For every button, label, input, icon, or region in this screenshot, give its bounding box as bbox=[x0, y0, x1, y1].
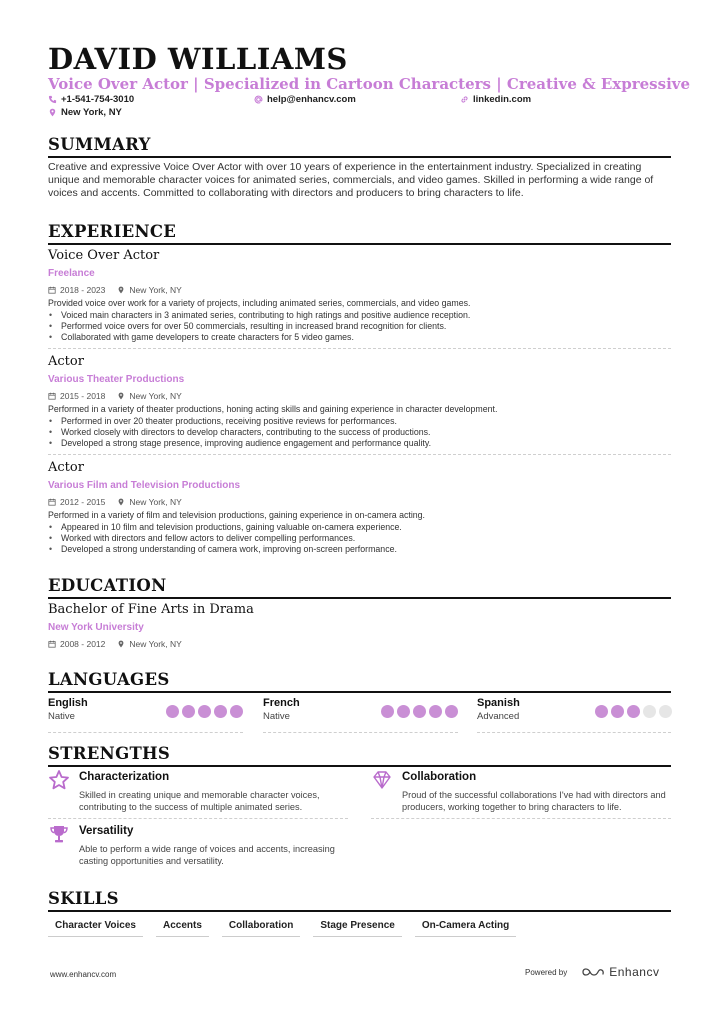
experience-heading: EXPERIENCE bbox=[48, 222, 671, 245]
at-icon bbox=[254, 95, 263, 104]
job-dates: 2015 - 2018 bbox=[48, 391, 105, 401]
rating-dot-filled bbox=[182, 705, 195, 718]
rating-dot-filled bbox=[627, 705, 640, 718]
strength-description: Able to perform a wide range of voices and accents, increasing casting opportunities and versatility. bbox=[79, 844, 335, 866]
divider bbox=[263, 732, 458, 733]
skill-tag: On-Camera Acting bbox=[415, 918, 516, 937]
language-level: Advanced bbox=[477, 711, 520, 722]
job-location: New York, NY bbox=[117, 285, 181, 295]
experience-entry bbox=[48, 248, 671, 342]
job-description: Performed in a variety of film and television productions, gaining experience in on-camera acting. bbox=[48, 510, 425, 520]
job-company: Freelance bbox=[48, 268, 95, 279]
strength-item bbox=[48, 823, 348, 869]
education-heading: EDUCATION bbox=[48, 576, 671, 599]
rating-dot-filled bbox=[381, 705, 394, 718]
job-company: Various Theater Productions bbox=[48, 374, 185, 385]
job-dates: 2018 - 2023 bbox=[48, 285, 105, 295]
job-bullet: • Developed a strong understanding of camera work, improving on-screen performance. bbox=[48, 544, 671, 555]
candidate-tagline: Voice Over Actor | Specialized in Cartoon Characters | Creative & Expressive bbox=[48, 75, 691, 93]
location-pin-icon bbox=[117, 498, 125, 506]
job-bullet: • Performed voice overs for over 50 commercials, resulting in increased brand recognition for clients. bbox=[48, 321, 671, 332]
rating-dot-filled bbox=[397, 705, 410, 718]
language-item bbox=[263, 697, 458, 727]
language-item bbox=[48, 697, 243, 727]
strength-description: Proud of the successful collaborations I've had with directors and producers, working together to bring characters to life. bbox=[402, 790, 666, 812]
location-pin-icon bbox=[117, 640, 125, 648]
skill-tag: Accents bbox=[156, 918, 209, 937]
phone-icon bbox=[48, 95, 57, 104]
language-name: Spanish bbox=[477, 697, 520, 709]
brand-logo[interactable] bbox=[581, 965, 659, 979]
rating-dot-filled bbox=[611, 705, 624, 718]
degree-title: Bachelor of Fine Arts in Drama bbox=[48, 602, 254, 617]
divider bbox=[48, 454, 671, 455]
languages-heading: LANGUAGES bbox=[48, 670, 671, 693]
education-entry bbox=[48, 602, 671, 650]
strength-description: Skilled in creating unique and memorable character voices, contributing to the success of multiple animated series. bbox=[79, 790, 320, 812]
job-company: Various Film and Television Productions bbox=[48, 480, 241, 491]
language-name: English bbox=[48, 697, 88, 709]
education-location: New York, NY bbox=[117, 639, 181, 649]
diamond-icon bbox=[371, 769, 393, 791]
email-text[interactable]: help@enhancv.com bbox=[267, 94, 356, 105]
skill-tag: Character Voices bbox=[48, 918, 143, 937]
rating-dot-filled bbox=[595, 705, 608, 718]
school-name: New York University bbox=[48, 622, 144, 633]
link-icon bbox=[460, 95, 469, 104]
experience-entry bbox=[48, 460, 671, 554]
phone-text: +1-541-754-3010 bbox=[61, 94, 135, 105]
candidate-name: DAVID WILLIAMS bbox=[48, 42, 348, 76]
location-pin-icon bbox=[48, 108, 57, 117]
experience-entry bbox=[48, 354, 671, 448]
rating-dot-filled bbox=[214, 705, 227, 718]
rating-dot-filled bbox=[429, 705, 442, 718]
job-bullet: • Voiced main characters in 3 animated series, contributing to high ratings and positive audience reception. bbox=[48, 310, 671, 321]
rating-dot-filled bbox=[230, 705, 243, 718]
job-dates: 2012 - 2015 bbox=[48, 497, 105, 507]
job-location: New York, NY bbox=[117, 391, 181, 401]
rating-dot-filled bbox=[413, 705, 426, 718]
calendar-icon bbox=[48, 498, 56, 506]
language-name: French bbox=[263, 697, 300, 709]
job-bullet: • Developed a strong stage presence, improving audience engagement and performance quality. bbox=[48, 438, 671, 449]
language-level: Native bbox=[263, 711, 290, 722]
location-text: New York, NY bbox=[61, 107, 122, 118]
language-rating bbox=[381, 705, 458, 718]
calendar-icon bbox=[48, 640, 56, 648]
contact-linkedin[interactable] bbox=[460, 94, 531, 105]
divider bbox=[371, 818, 671, 819]
footer-website[interactable]: www.enhancv.com bbox=[50, 970, 117, 979]
skills-list bbox=[48, 918, 516, 937]
job-bullet: • Worked closely with directors to develop characters, contributing to the success of productions. bbox=[48, 427, 671, 438]
powered-by-label: Powered by bbox=[525, 967, 568, 977]
calendar-icon bbox=[48, 286, 56, 294]
contact-email[interactable] bbox=[254, 94, 356, 105]
strength-item bbox=[48, 769, 348, 815]
language-rating bbox=[595, 705, 672, 718]
education-dates: 2008 - 2012 bbox=[48, 639, 105, 649]
strengths-heading: STRENGTHS bbox=[48, 744, 671, 767]
job-bullets bbox=[48, 416, 671, 448]
linkedin-text[interactable]: linkedin.com bbox=[473, 94, 532, 105]
location-pin-icon bbox=[117, 392, 125, 400]
job-title: Voice Over Actor bbox=[48, 248, 160, 263]
job-bullets bbox=[48, 522, 671, 554]
job-location: New York, NY bbox=[117, 497, 181, 507]
divider bbox=[48, 732, 243, 733]
divider bbox=[48, 348, 671, 349]
language-level: Native bbox=[48, 711, 75, 722]
divider bbox=[48, 818, 348, 819]
rating-dot-empty bbox=[659, 705, 672, 718]
job-title: Actor bbox=[48, 354, 84, 369]
skill-tag: Collaboration bbox=[222, 918, 300, 937]
strength-title: Characterization bbox=[79, 771, 170, 783]
strength-title: Collaboration bbox=[402, 771, 477, 783]
summary-text: Creative and expressive Voice Over Actor with over 10 years of experience in the entertainment industry. Specialized in creating unique and memorable character voices for animated series, commercials, and video games. Skilled in performing a wide range of voices and accents. Committed to collaborating with directors and producers to bring characters to life. bbox=[48, 161, 654, 199]
enhancv-logo-icon bbox=[581, 966, 605, 978]
calendar-icon bbox=[48, 392, 56, 400]
job-bullet: • Collaborated with game developers to create characters for 5 video games. bbox=[48, 332, 671, 343]
language-item bbox=[477, 697, 672, 727]
skills-heading: SKILLS bbox=[48, 889, 671, 912]
brand-name: Enhancv bbox=[609, 965, 660, 979]
job-bullets bbox=[48, 310, 671, 342]
contact-phone bbox=[48, 94, 134, 105]
job-title: Actor bbox=[48, 460, 84, 475]
contact-location bbox=[48, 107, 122, 118]
strength-item bbox=[371, 769, 671, 815]
rating-dot-filled bbox=[198, 705, 211, 718]
language-rating bbox=[166, 705, 243, 718]
job-description: Provided voice over work for a variety of projects, including animated series, commercials, and video games. bbox=[48, 298, 471, 308]
job-bullet: • Worked with directors and fellow actors to deliver compelling performances. bbox=[48, 533, 671, 544]
summary-heading: SUMMARY bbox=[48, 135, 671, 158]
job-bullet: • Performed in over 20 theater productions, receiving positive reviews for performances. bbox=[48, 416, 671, 427]
location-pin-icon bbox=[117, 286, 125, 294]
star-icon bbox=[48, 769, 70, 791]
divider bbox=[477, 732, 671, 733]
job-bullet: • Appeared in 10 film and television productions, gaining valuable on-camera experience. bbox=[48, 522, 671, 533]
strength-title: Versatility bbox=[79, 825, 134, 837]
rating-dot-filled bbox=[445, 705, 458, 718]
footer-branding bbox=[525, 965, 659, 979]
rating-dot-filled bbox=[166, 705, 179, 718]
rating-dot-empty bbox=[643, 705, 656, 718]
trophy-icon bbox=[48, 823, 70, 845]
job-description: Performed in a variety of theater productions, honing acting skills and gaining experience in character development. bbox=[48, 404, 498, 414]
skill-tag: Stage Presence bbox=[313, 918, 402, 937]
